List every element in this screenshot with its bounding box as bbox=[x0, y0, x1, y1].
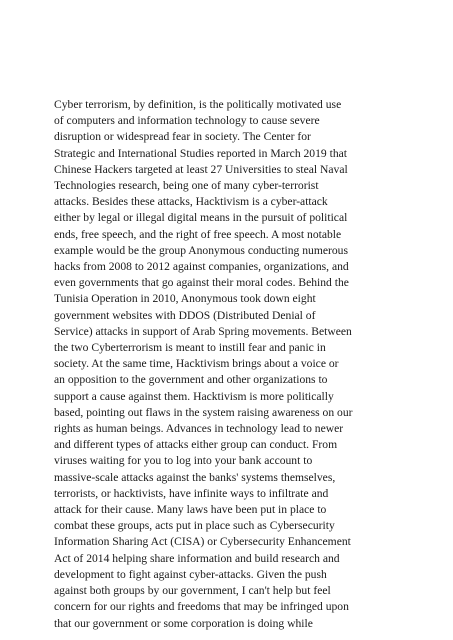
paragraph-line: Cyber terrorism, by definition, is the politically motivated use bbox=[54, 98, 342, 111]
paragraph-line: Strategic and International Studies reported in March 2019 that bbox=[54, 146, 347, 160]
paragraph-line: example would be the group Anonymous conducting numerous bbox=[54, 243, 348, 257]
paragraph-line: government websites with DDOS (Distributed Denial of bbox=[54, 308, 316, 322]
paragraph-line: viruses waiting for you to log into your bank account to bbox=[54, 454, 313, 468]
paragraph-line: an opposition to the government and other organizations to bbox=[54, 373, 328, 387]
paragraph-line: and different types of attacks either group can conduct. From bbox=[54, 438, 338, 452]
paragraph-line: combat these groups, acts put in place such as Cybersecurity bbox=[54, 519, 335, 533]
paragraph-line: rights as human beings. Advances in technology lead to newer bbox=[54, 422, 344, 436]
paragraph-line: based, pointing out flaws in the system raising awareness on our bbox=[54, 405, 353, 419]
body-paragraph bbox=[54, 97, 434, 632]
paragraph-line: ends, free speech, and the right of free speech. A most notable bbox=[54, 227, 342, 241]
paragraph-line: support a cause against them. Hacktivism is more politically bbox=[54, 389, 334, 403]
paragraph-line: Tunisia Operation in 2010, Anonymous took down eight bbox=[54, 292, 316, 306]
paragraph-line: Information Sharing Act (CISA) or Cybersecurity Enhancement bbox=[54, 535, 351, 549]
paragraph-line: attack for their cause. Many laws have been put in place to bbox=[54, 503, 327, 517]
paragraph-line: attacks. Besides these attacks, Hacktivism is a cyber-attack bbox=[54, 195, 328, 209]
paragraph-line: against both groups by our government, I can't help but feel bbox=[54, 584, 331, 598]
paragraph-line: either by legal or illegal digital means in the pursuit of political bbox=[54, 211, 348, 225]
paragraph-line: disruption or widespread fear in society. The Center for bbox=[54, 130, 311, 144]
paragraph-line: concern for our rights and freedoms that may be infringed upon bbox=[54, 600, 349, 614]
paragraph-line: terrorists, or hacktivists, have infinite ways to infiltrate and bbox=[54, 486, 329, 500]
paragraph-line: the two Cyberterrorism is meant to instill fear and panic in bbox=[54, 341, 326, 355]
paragraph-line: society. At the same time, Hacktivism brings about a voice or bbox=[54, 357, 339, 371]
paragraph-line: Service) attacks in support of Arab Spring movements. Between bbox=[54, 324, 352, 338]
paragraph-line: massive-scale attacks against the banks' systems themselves, bbox=[54, 470, 336, 484]
paragraph-line: Technologies research, being one of many cyber-terrorist bbox=[54, 179, 319, 193]
paragraph-line: Chinese Hackers targeted at least 27 Universities to steal Naval bbox=[54, 162, 348, 176]
paragraph-line: development to fight against cyber-attacks. Given the push bbox=[54, 567, 327, 581]
paragraph-line: that our government or some corporation is doing while bbox=[54, 616, 313, 630]
paragraph-line: hacks from 2008 to 2012 against companies, organizations, and bbox=[54, 260, 349, 274]
paragraph-line: Act of 2014 helping share information and build research and bbox=[54, 551, 340, 565]
paragraph-line: even governments that go against their moral codes. Behind the bbox=[54, 276, 349, 290]
paragraph-line: of computers and information technology to cause severe bbox=[54, 114, 320, 128]
